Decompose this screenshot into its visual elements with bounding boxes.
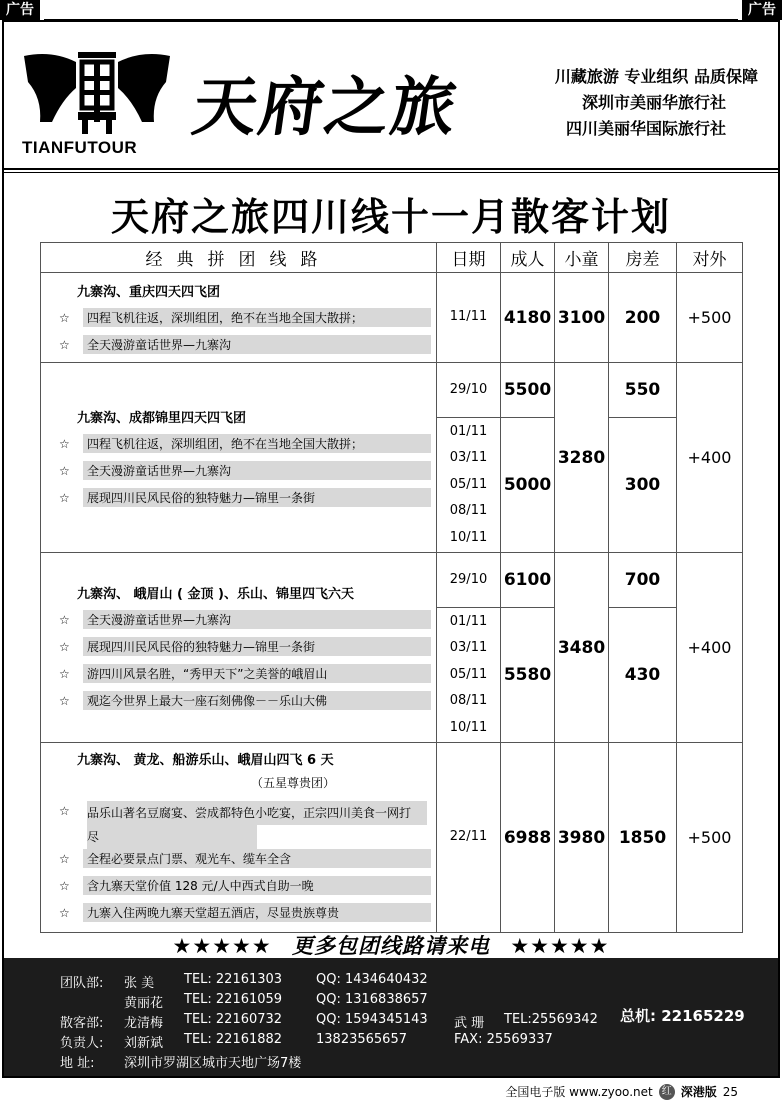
- route-item: ☆ 展现四川民风民俗的独特魅力—锦里一条街: [59, 488, 436, 515]
- room-diff: 1850: [609, 743, 677, 933]
- star-icon: ☆: [59, 694, 70, 708]
- header-date: 日期: [437, 243, 501, 273]
- adult-price: 6988: [501, 743, 555, 933]
- table-header-row: [41, 243, 743, 273]
- route-item: ☆ 全程必要景点门票、观光车、缆车全含: [59, 849, 436, 876]
- stars-icon: ★★★★★: [172, 934, 272, 958]
- child-price: 3980: [555, 743, 609, 933]
- header-divider: [4, 168, 778, 170]
- star-icon: ☆: [59, 640, 70, 654]
- agency-name: 四川美丽华国际旅行社: [565, 119, 726, 138]
- header-route: 经典拼团线路: [41, 243, 437, 273]
- route-item: ☆ 观迄今世界上最大一座石刻佛像－－乐山大佛: [59, 691, 436, 718]
- route-note: （五星尊贵团）: [251, 776, 336, 790]
- tour-table: [40, 242, 743, 933]
- star-icon: ☆: [59, 804, 70, 818]
- external-price: +400: [677, 363, 743, 553]
- star-icon: ☆: [59, 852, 70, 866]
- date-cell: 29/10: [437, 553, 501, 608]
- room-diff: 300: [609, 418, 677, 553]
- route-title: 九寨沟、 峨眉山 ( 金顶 )、乐山、锦里四飞六天: [77, 587, 354, 602]
- page-title: 天府之旅四川线十一月散客计划: [110, 195, 671, 239]
- star-icon: ☆: [59, 879, 70, 893]
- route-item: ☆ 全天漫游童话世界—九寨沟: [59, 335, 436, 362]
- agency-name: 深圳市美丽华旅行社: [581, 93, 726, 112]
- date-cell: 01/11 03/11 05/11 08/11 10/11: [437, 418, 501, 553]
- room-diff: 200: [609, 273, 677, 363]
- star-icon: ☆: [59, 311, 70, 325]
- route-item: ☆ 全天漫游童话世界—九寨沟: [59, 461, 436, 488]
- slogans: [555, 64, 758, 142]
- adult-price: 5500: [501, 363, 555, 418]
- adult-price: 6100: [501, 553, 555, 608]
- route-cell: [41, 553, 437, 743]
- slogan-line: 川藏旅游 专业组织 品质保障: [554, 67, 758, 86]
- stars-icon: ★★★★★: [510, 934, 610, 958]
- route-item: ☆ 全天漫游童话世界—九寨沟: [59, 610, 436, 637]
- logo-text: TIANFUTOUR: [22, 138, 138, 157]
- page-number: 25: [722, 1084, 738, 1099]
- contact-footer: 团队部: 张 美 TEL: 22161303 QQ: 1434640432 黄丽花 TEL: 22161059 QQ: 1316838657 散客部: 龙清梅 TEL: 22160732 QQ: 1594345143 武 珊 TEL:25569342 负责人: 刘新斌 TEL: 22161882 13823565657 FAX: 25569337 地 址: 深圳市罗湖区城市天地广场7楼 总机: 22165229: [4, 958, 778, 1076]
- ad-label-left: 广告: [0, 0, 40, 20]
- header-adult: 成人: [501, 243, 555, 273]
- route-cell: [41, 273, 437, 363]
- date-cell: 22/11: [437, 743, 501, 933]
- header-child: 小童: [555, 243, 609, 273]
- room-diff: 700: [609, 553, 677, 608]
- tianfu-logo-icon: [22, 48, 172, 136]
- page-footer: [505, 1083, 738, 1100]
- adult-price: 5000: [501, 418, 555, 553]
- child-price: 3100: [555, 273, 609, 363]
- star-icon: ☆: [59, 463, 70, 478]
- star-icon: ☆: [59, 613, 70, 627]
- star-icon: ☆: [59, 906, 70, 920]
- route-item: ☆ 九寨入住两晚九寨天堂超五酒店，尽显贵族尊贵: [59, 903, 436, 930]
- route-cell: [41, 743, 437, 933]
- route-cell: [41, 363, 437, 553]
- route-item: ☆ 展现四川民风民俗的独特魅力—锦里一条街: [59, 637, 436, 664]
- external-price: +500: [677, 273, 743, 363]
- route-title: 九寨沟、 黄龙、船游乐山、峨眉山四飞 6 天: [77, 753, 334, 768]
- header-external: 对外: [677, 243, 743, 273]
- child-price: 3480: [555, 553, 609, 743]
- star-icon: ☆: [59, 667, 70, 681]
- call-to-action: [0, 930, 782, 960]
- route-item: ☆ 四程飞机往返，深圳组团，绝不在当地全国大散拼；: [59, 434, 436, 461]
- date-cell: 29/10: [437, 363, 501, 418]
- edition-text: 全国电子版 www.zyoo.net: [505, 1085, 653, 1099]
- external-price: +400: [677, 553, 743, 743]
- region-text: 深港版: [680, 1085, 717, 1099]
- header-room: 房差: [609, 243, 677, 273]
- star-icon: ☆: [59, 338, 70, 352]
- room-diff: 430: [609, 608, 677, 743]
- route-title: 九寨沟、重庆四天四飞团: [77, 285, 221, 300]
- brand-name: 天府之旅: [187, 70, 463, 145]
- header: [4, 22, 778, 168]
- route-title: 九寨沟、成都锦里四天四飞团: [77, 410, 247, 426]
- table-row: [41, 363, 743, 418]
- route-item: ☆ 游四川风景名胜，“秀甲天下”之美誉的峨眉山: [59, 664, 436, 691]
- header-divider-thin: [4, 172, 778, 173]
- star-icon: ☆: [59, 490, 70, 505]
- route-item: ☆ 品乐山著名豆腐宴、尝成都特色小吃宴，正宗四川美食一网打 尽: [59, 801, 436, 849]
- hotline: 总机: 22165229: [620, 1007, 745, 1025]
- ad-label-right: 广告: [742, 0, 782, 20]
- date-cell: 11/11: [437, 273, 501, 363]
- child-price: 3280: [555, 363, 609, 553]
- adult-price: 5580: [501, 608, 555, 743]
- logo: [22, 48, 172, 158]
- cta-text: 更多包团线路请来电: [292, 933, 490, 958]
- table-row: [41, 273, 743, 363]
- date-cell: 01/11 03/11 05/11 08/11 10/11: [437, 608, 501, 743]
- external-price: +500: [677, 743, 743, 933]
- star-icon: ☆: [59, 436, 70, 451]
- red-badge-icon: 红: [659, 1084, 675, 1100]
- room-diff: 550: [609, 363, 677, 418]
- table-row: [41, 553, 743, 608]
- table-row: [41, 743, 743, 933]
- route-item: ☆ 四程飞机往返，深圳组团，绝不在当地全国大散拼；: [59, 308, 436, 335]
- route-item: ☆ 含九寨天堂价值 128 元/人中西式自助一晚: [59, 876, 436, 903]
- adult-price: 4180: [501, 273, 555, 363]
